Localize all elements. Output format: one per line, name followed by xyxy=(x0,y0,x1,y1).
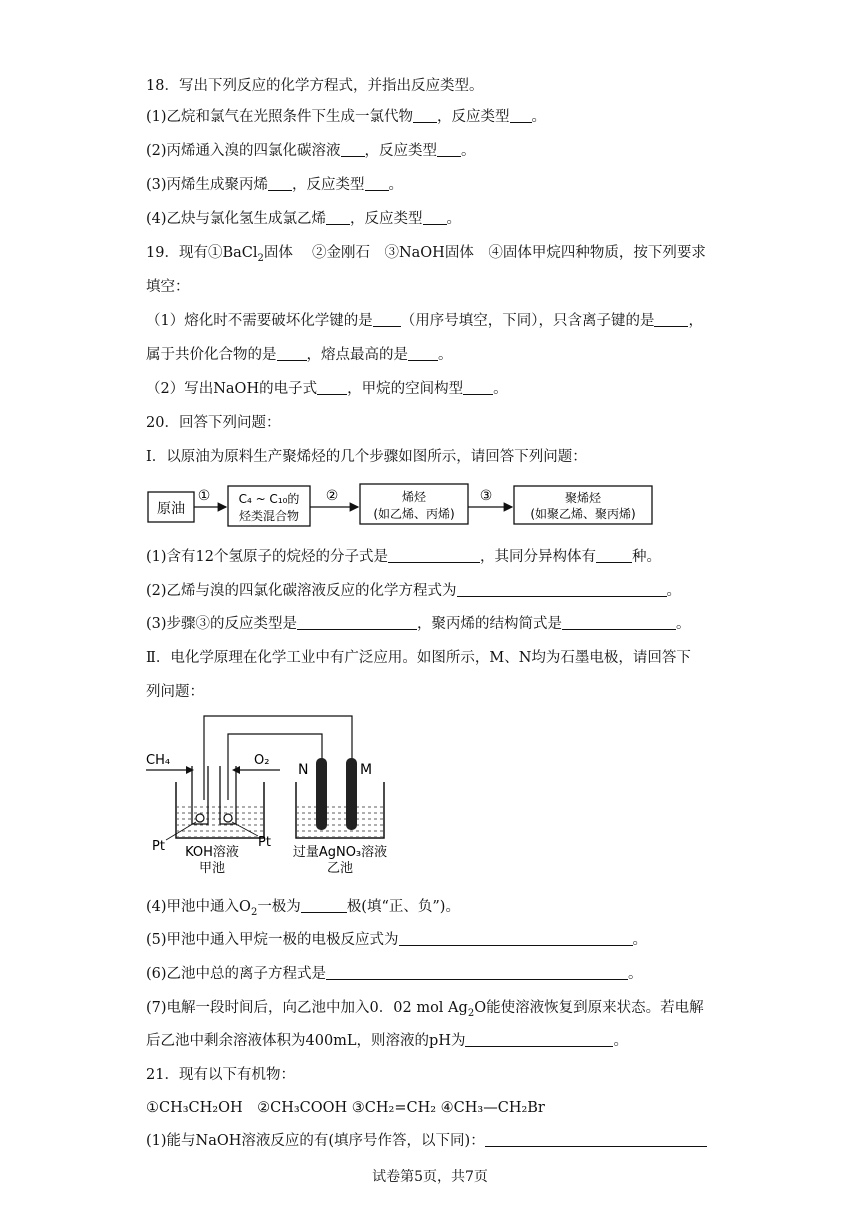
flow-step3-label: ③ xyxy=(479,488,493,504)
answer-blank[interactable] xyxy=(326,209,350,225)
answer-blank[interactable] xyxy=(341,141,365,157)
answer-blank[interactable] xyxy=(277,345,307,361)
flow-box4-line2: (如聚乙烯、聚丙烯) xyxy=(530,507,636,521)
flow-box2-line1: C₄ ~ C₁₀的 xyxy=(238,492,300,506)
answer-blank[interactable] xyxy=(317,379,347,395)
answer-blank[interactable] xyxy=(423,209,447,225)
page-footer: 试卷第5页，共7页 xyxy=(372,1169,488,1185)
answer-blank[interactable] xyxy=(365,175,389,191)
answer-blank[interactable] xyxy=(326,964,628,980)
yi-label: 乙池 xyxy=(326,861,354,876)
answer-blank[interactable] xyxy=(463,379,493,395)
q20-part2-q7: (7)电解一段时间后，向乙池中加入0．02 mol $Ag_2O$能使溶液恢复到原来状态。若电解 xyxy=(146,1000,704,1019)
q19-title: 19．现有①BaCl$_2$固体 ②金刚石 ③NaOH固体 ④固体甲烷四种物质，按下列要求 xyxy=(146,245,706,264)
q21-compounds: ①CH₃CH₂OH ②CH₃COOH ③CH₂=CH₂ ④CH₃—CH₂Br xyxy=(146,1100,545,1116)
q19-part1-cont: 属于共价化合物的是 ，熔点最高的是 。 xyxy=(146,347,453,363)
answer-blank[interactable] xyxy=(301,897,347,913)
pt-electrode-right xyxy=(224,814,232,822)
q20-part2-q4: (4)甲池中通入$O_2$一极为 极(填“正、负”)。 xyxy=(146,899,460,918)
o2-label: O₂ xyxy=(254,753,270,768)
q20-part2-q5: (5)甲池中通入甲烷一极的电极反应式为 。 xyxy=(146,932,648,948)
flow-step2-label: ② xyxy=(325,488,339,504)
q19-part1: （1）熔化时不需要破坏化学键的是 （用序号填空，下同），只含离子键的是 ， xyxy=(146,313,703,329)
q20-part1-q3: (3)步骤③的反应类型是 ，聚丙烯的结构简式是 。 xyxy=(146,616,691,632)
q18-part1: (1)乙烷和氯气在光照条件下生成一氯代物 ，反应类型 。 xyxy=(146,109,547,125)
q20-title: 20．回答下列问题： xyxy=(146,415,281,431)
ch4-arrow xyxy=(186,766,194,774)
flow-box3-line2: (如乙烯、丙烯) xyxy=(373,507,455,521)
n-label: N xyxy=(298,762,309,778)
koh-label: KOH溶液 xyxy=(185,845,239,860)
answer-blank[interactable] xyxy=(399,930,633,946)
answer-blank[interactable] xyxy=(268,175,292,191)
q20-part2-intro-cont: 列问题： xyxy=(146,684,204,700)
flow-box1-label: 原油 xyxy=(157,501,185,517)
q20-part1-q2: (2)乙烯与溴的四氯化碳溶液反应的化学方程式为 。 xyxy=(146,583,682,599)
answer-blank[interactable] xyxy=(413,107,437,123)
electrode-m xyxy=(346,758,357,830)
q21-part1: (1)能与NaOH溶液反应的有(填序号作答，以下同)： xyxy=(146,1131,707,1151)
ch4-label: CH₄ xyxy=(146,753,171,768)
q20-part2-q6: (6)乙池中总的离子方程式是 。 xyxy=(146,966,643,982)
flow-box4-line1: 聚烯烃 xyxy=(564,491,602,505)
q21-title: 21．现有以下有机物： xyxy=(146,1067,295,1083)
process-flow-diagram xyxy=(146,482,666,530)
flow-box2-line2: 烃类混合物 xyxy=(238,509,300,523)
q20-part1-q1: (1)含有12个氢原子的烷烃的分子式是 ，其同分异构体有 种。 xyxy=(146,549,661,565)
pt-right-label: Pt xyxy=(258,835,271,850)
q20-part1-intro: Ⅰ．以原油为原料生产聚烯烃的几个步骤如图所示，请回答下列问题： xyxy=(146,449,587,465)
flow-step1-label: ① xyxy=(197,488,211,504)
answer-blank[interactable] xyxy=(510,107,532,123)
answer-blank[interactable] xyxy=(437,141,461,157)
agno3-label: 过量AgNO₃溶液 xyxy=(292,845,388,860)
answer-blank[interactable] xyxy=(485,1131,707,1147)
answer-blank[interactable] xyxy=(373,311,401,327)
q18-part3: (3)丙烯生成聚丙烯 ，反应类型 。 xyxy=(146,177,404,193)
m-label: M xyxy=(360,762,373,778)
q18-title: 18．写出下列反应的化学方程式，并指出反应类型。 xyxy=(146,78,484,94)
q19-part2: （2）写出NaOH的电子式 ，甲烷的空间构型 。 xyxy=(146,381,508,397)
q18-part4: (4)乙炔与氯化氢生成氯乙烯 ，反应类型 。 xyxy=(146,211,462,227)
answer-blank[interactable] xyxy=(388,547,480,563)
q18-part2: (2)丙烯通入溴的四氯化碳溶液 ，反应类型 。 xyxy=(146,143,476,159)
q19-title-cont: 填空： xyxy=(146,279,190,295)
jia-label: 甲池 xyxy=(198,861,226,876)
outer-wire xyxy=(204,716,352,800)
answer-blank[interactable] xyxy=(654,311,688,327)
pt-electrode-left xyxy=(196,814,204,822)
answer-blank[interactable] xyxy=(457,581,667,597)
answer-blank[interactable] xyxy=(297,614,417,630)
q20-part2-intro: Ⅱ．电化学原理在化学工业中有广泛应用。如图所示，M、N均为石墨电极，请回答下 xyxy=(146,650,691,666)
pt-left-label: Pt xyxy=(152,839,165,854)
answer-blank[interactable] xyxy=(562,614,676,630)
electrode-n xyxy=(316,758,327,830)
answer-blank[interactable] xyxy=(408,345,438,361)
agno3-solution xyxy=(297,804,383,837)
answer-blank[interactable] xyxy=(465,1031,613,1047)
electrochemical-cell-diagram xyxy=(146,708,408,882)
q20-part2-q7-cont: 后乙池中剩余溶液体积为400mL，则溶液的pH为 。 xyxy=(146,1033,628,1049)
flow-box3-line1: 烯烃 xyxy=(401,490,427,504)
answer-blank[interactable] xyxy=(596,547,632,563)
